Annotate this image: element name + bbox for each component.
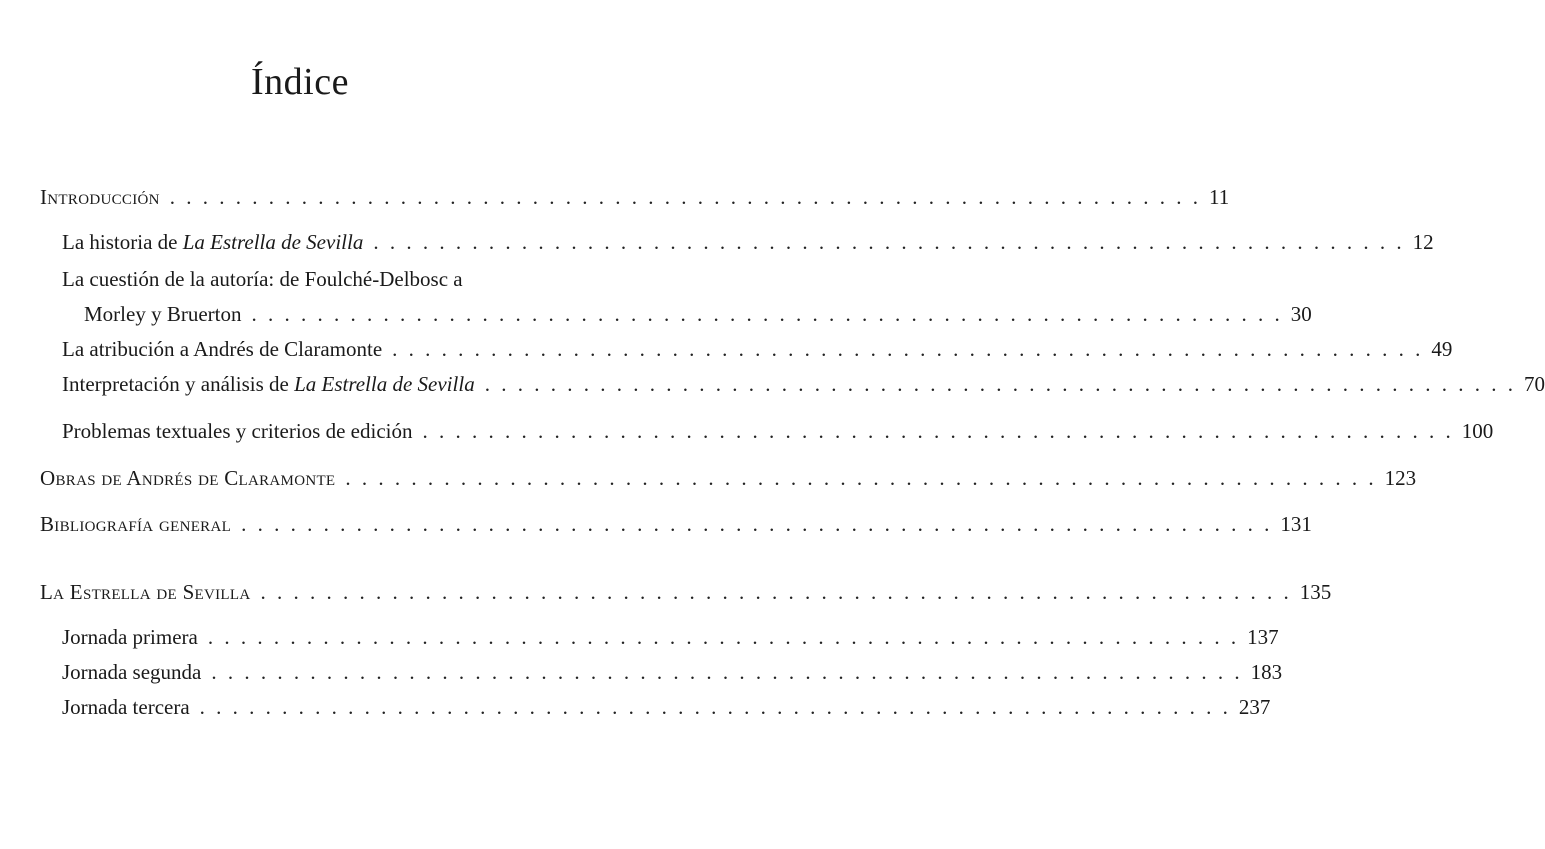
- toc-page-number: 135: [1299, 580, 1332, 604]
- toc-label-italic: La Estrella de Sevilla: [182, 230, 364, 254]
- toc-label: Problemas textuales y criterios de edición: [62, 419, 413, 443]
- toc-page-number: 11: [1209, 185, 1230, 209]
- dot-leader: . . . . . . . . . . . . . . . . . . . . . . . . . . . . . . . . . . . . . . . . . . . . . . . . . . . . . . . . . . . . . . .: [251, 302, 1283, 326]
- toc-label: Jornada tercera: [62, 695, 190, 719]
- dot-leader: . . . . . . . . . . . . . . . . . . . . . . . . . . . . . . . . . . . . . . . . . . . . . . . . . . . . . . . . . . . . . . .: [207, 625, 1240, 649]
- toc-entry-jornada-primera: [62, 624, 1279, 650]
- toc-label: Interpretación y análisis de La Estrella de Sevilla: [62, 372, 475, 396]
- toc-label-italic: La Estrella de Sevilla: [294, 372, 475, 396]
- dot-leader: . . . . . . . . . . . . . . . . . . . . . . . . . . . . . . . . . . . . . . . . . . . . . . . . . . . . . . . . . . . . . . .: [392, 337, 1424, 361]
- toc-entry-jornada-segunda: [62, 659, 1283, 685]
- toc-page-number: 137: [1247, 625, 1279, 649]
- dot-leader: . . . . . . . . . . . . . . . . . . . . . . . . . . . . . . . . . . . . . . . . . . . . . . . . . . . . . . . . . . . . . . .: [484, 372, 1516, 396]
- toc-entry-jornada-tercera: [62, 694, 1271, 720]
- toc-label: La cuestión de la autoría: de Foulché-Delbosc a: [62, 267, 463, 291]
- toc-label: Obras de Andrés de Claramonte: [40, 466, 336, 490]
- toc-entry-obras: [40, 465, 1417, 491]
- toc-page-number: 131: [1280, 512, 1312, 536]
- toc-entry-introduccion: [40, 184, 1230, 210]
- toc-entry-historia: [62, 229, 1434, 255]
- toc-label: La Estrella de Sevilla: [40, 580, 251, 604]
- toc-page-number: 12: [1412, 230, 1434, 254]
- dot-leader: . . . . . . . . . . . . . . . . . . . . . . . . . . . . . . . . . . . . . . . . . . . . . . . . . . . . . . . . . . . . . . .: [345, 466, 1377, 490]
- toc-page-number: 237: [1238, 695, 1271, 719]
- toc-entry-autoria: [84, 301, 1312, 327]
- toc-page-number: 100: [1461, 419, 1494, 443]
- toc-entry-bibliografia: [40, 511, 1312, 537]
- dot-leader: . . . . . . . . . . . . . . . . . . . . . . . . . . . . . . . . . . . . . . . . . . . . . . . . . . . . . . . . . . . . . . .: [373, 230, 1405, 254]
- toc-label: La historia de La Estrella de Sevilla: [62, 230, 364, 254]
- toc-label: Bibliografía general: [40, 512, 232, 536]
- toc-label: Introducción: [40, 185, 160, 209]
- dot-leader: . . . . . . . . . . . . . . . . . . . . . . . . . . . . . . . . . . . . . . . . . . . . . . . . . . . . . . . . . . . . . . .: [199, 695, 1231, 719]
- dot-leader: . . . . . . . . . . . . . . . . . . . . . . . . . . . . . . . . . . . . . . . . . . . . . . . . . . . . . . . . . . . . . . .: [211, 660, 1243, 684]
- dot-leader: . . . . . . . . . . . . . . . . . . . . . . . . . . . . . . . . . . . . . . . . . . . . . . . . . . . . . . . . . . . . . . .: [241, 512, 1273, 536]
- dot-leader: . . . . . . . . . . . . . . . . . . . . . . . . . . . . . . . . . . . . . . . . . . . . . . . . . . . . . . . . . . . . . . .: [260, 580, 1292, 604]
- toc-label: La atribución a Andrés de Claramonte: [62, 337, 383, 361]
- page-title: Índice: [251, 61, 349, 103]
- toc-page-number: 70: [1523, 372, 1545, 396]
- dot-leader: . . . . . . . . . . . . . . . . . . . . . . . . . . . . . . . . . . . . . . . . . . . . . . . . . . . . . . . . . . . . . . .: [422, 419, 1454, 443]
- toc-page-number: 49: [1431, 337, 1453, 361]
- toc-entry-estrella: [40, 579, 1332, 605]
- dot-leader: . . . . . . . . . . . . . . . . . . . . . . . . . . . . . . . . . . . . . . . . . . . . . . . . . . . . . . . . . . . . . . .: [169, 185, 1202, 209]
- toc-entry-problemas: [62, 418, 1494, 444]
- toc-page-number: 123: [1384, 466, 1417, 490]
- toc-label: Jornada primera: [62, 625, 198, 649]
- toc-entry-interpretacion: [62, 371, 1545, 397]
- toc-page-number: 183: [1250, 660, 1283, 684]
- toc-page-number: 30: [1290, 302, 1312, 326]
- toc-label: Morley y Bruerton: [84, 302, 242, 326]
- toc-entry-atribucion: [62, 336, 1453, 362]
- toc-label: Jornada segunda: [62, 660, 202, 684]
